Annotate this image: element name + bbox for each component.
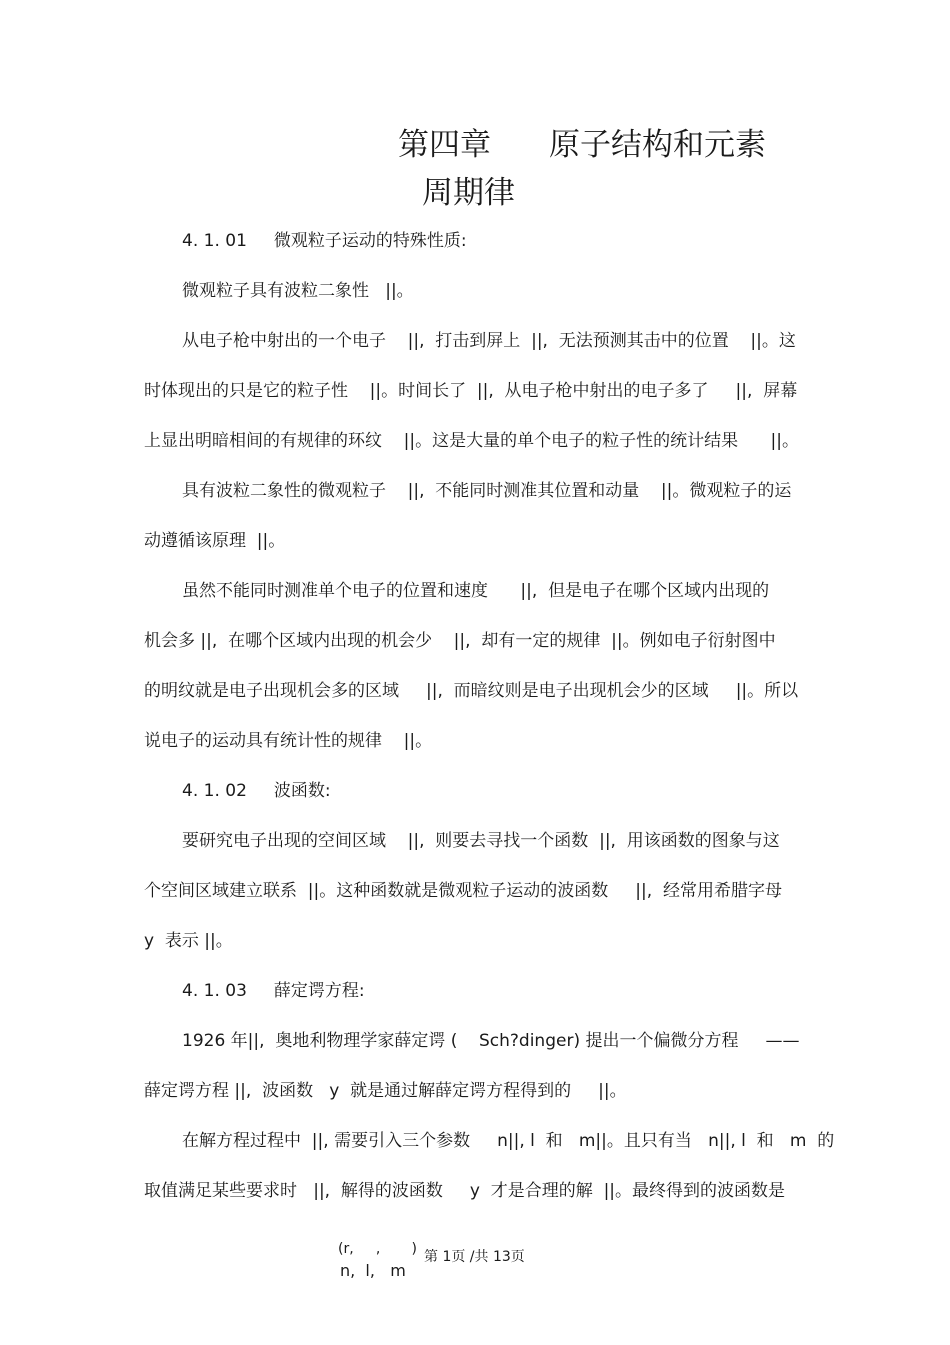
paragraph-line: 薛定谔方程 ||, 波函数 y 就是通过解薛定谔方程得到的 ||。 <box>144 1081 627 1101</box>
paragraph-line: 动遵循该原理 ||。 <box>144 531 286 551</box>
paragraph-line: 具有波粒二象性的微观粒子 ||, 不能同时测准其位置和动量 ||。微观粒子的运 <box>182 481 792 501</box>
chapter-number: 第四章 <box>398 127 491 163</box>
wave-function-subscript: n, l, m <box>340 1261 406 1280</box>
paragraph-line: 从电子枪中射出的一个电子 ||, 打击到屏上 ||, 无法预测其击中的位置 ||。这 <box>182 331 796 351</box>
section-heading-4-1-02: 4. 1. 02 波函数: <box>182 781 331 801</box>
paragraph-line: 要研究电子出现的空间区域 ||, 则要去寻找一个函数 ||, 用该函数的图象与这 <box>182 831 780 851</box>
paragraph-line: 上显出明暗相间的有规律的环纹 ||。这是大量的单个电子的粒子性的统计结果 ||。 <box>144 431 799 451</box>
paragraph-line: 时体现出的只是它的粒子性 ||。时间长了 ||, 从电子枪中射出的电子多了 ||, 屏幕 <box>144 381 798 401</box>
section-heading-4-1-03: 4. 1. 03 薛定谔方程: <box>182 981 365 1001</box>
paragraph-line: 在解方程过程中 ||, 需要引入三个参数 n||, l 和 m||。且只有当 n||, l 和 m 的 <box>182 1131 835 1151</box>
chapter-name: 原子结构和元素 <box>549 127 766 163</box>
section-heading-4-1-01: 4. 1. 01 微观粒子运动的特殊性质: <box>182 231 467 251</box>
paragraph-line: 1926 年||, 奥地利物理学家薛定谔 ( Sch?dinger) 提出一个偏微分方程 —— <box>182 1031 800 1051</box>
paragraph-line: 说电子的运动具有统计性的规律 ||。 <box>144 731 433 751</box>
chapter-title-line-2: 周期律 <box>422 175 515 211</box>
paragraph-line: 机会多 ||, 在哪个区域内出现的机会少 ||, 却有一定的规律 ||。例如电子衍射图中 <box>144 631 776 651</box>
paragraph-line: 虽然不能同时测准单个电子的位置和速度 ||, 但是电子在哪个区域内出现的 <box>182 581 770 601</box>
paragraph-line: 个空间区域建立联系 ||。这种函数就是微观粒子运动的波函数 ||, 经常用希腊字母 <box>144 881 782 901</box>
paragraph-line: y 表示 ||。 <box>144 931 233 951</box>
chapter-title-line-1 <box>398 125 766 165</box>
wave-function-params: (r, , ) <box>338 1241 417 1257</box>
paragraph-line: 微观粒子具有波粒二象性 ||。 <box>182 281 414 301</box>
paragraph-line: 取值满足某些要求时 ||, 解得的波函数 y 才是合理的解 ||。最终得到的波函数是 <box>144 1181 786 1201</box>
paragraph-line: 的明纹就是电子出现机会多的区域 ||, 而暗纹则是电子出现机会少的区域 ||。所以 <box>144 681 799 701</box>
page-number: 第 1页 /共 13页 <box>424 1249 525 1265</box>
